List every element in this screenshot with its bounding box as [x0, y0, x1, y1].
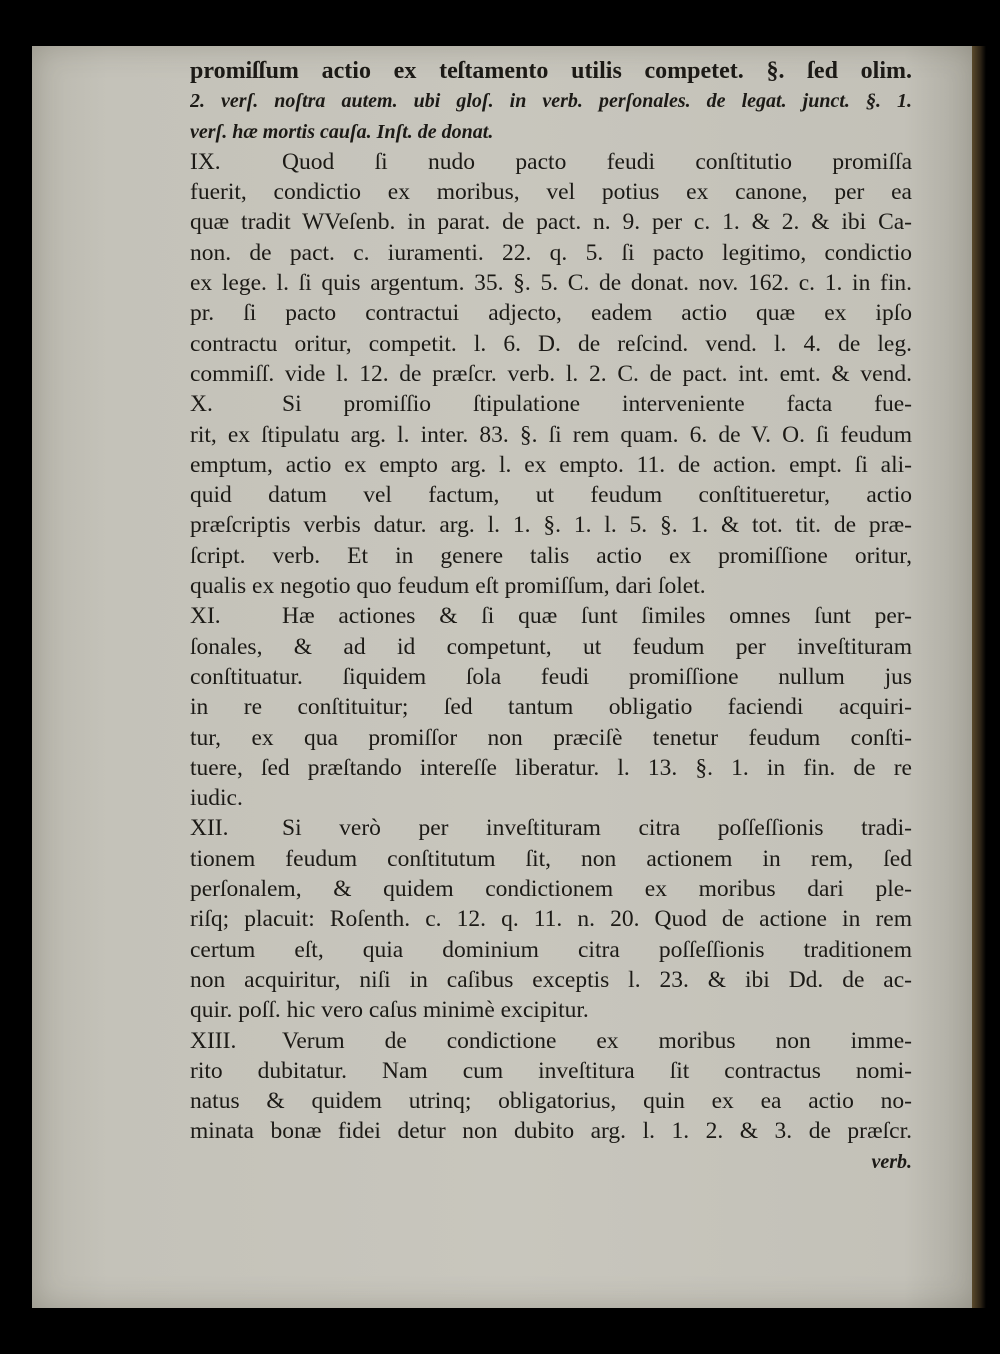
- line-text: præſcriptis verbis datur. arg. l. 1. §. 1. l. 5. §. 1. & tot. tit. de præ-: [190, 512, 912, 539]
- text-line: [190, 510, 912, 540]
- line-text: quæ tradit WVeſenb. in parat. de pact. n. 9. per c. 1. & 2. & ibi Ca-: [190, 209, 912, 236]
- text-line: [190, 268, 912, 298]
- text-line: [190, 420, 912, 450]
- line-text: contractu oritur, competit. l. 6. D. de reſcind. vend. l. 4. de leg.: [190, 330, 912, 357]
- line-text: qualis ex negotio quo feudum eſt promiſſum, dari ſolet.: [190, 573, 706, 600]
- section-number: XII.: [190, 815, 229, 842]
- text-line: [190, 56, 912, 86]
- text-line: [190, 692, 912, 722]
- line-text: tionem feudum conſtitutum ſit, non actionem in rem, ſed: [190, 845, 912, 872]
- line-text: Si verò per inveſtituram citra poſſeſſionis tradi-: [282, 815, 912, 842]
- section-number: XIII.: [190, 1027, 237, 1054]
- section-line: [190, 813, 912, 843]
- line-text: Verum de condictione ex moribus non imme-: [282, 1027, 912, 1054]
- text-line: [190, 329, 912, 359]
- page-edge: [972, 46, 986, 1308]
- line-text: verb.: [871, 1150, 912, 1173]
- section-line: [190, 1026, 912, 1056]
- line-text: certum eſt, quia dominium citra poſſeſſionis traditionem: [190, 936, 912, 963]
- text-line: [190, 874, 912, 904]
- line-text: ex lege. l. ſi quis argentum. 35. §. 5. C. de donat. nov. 162. c. 1. in fin.: [190, 270, 912, 297]
- text-line: [190, 632, 912, 662]
- line-text: Si promiſſio ſtipulatione interveniente facta fue-: [282, 391, 912, 418]
- text-line: [190, 359, 912, 389]
- line-text: promiſſum actio ex teſtamento utilis competet. §. ſed olim.: [190, 58, 912, 84]
- text-line: [190, 723, 912, 753]
- text-line: [190, 844, 912, 874]
- body-text: [190, 56, 912, 1177]
- section-number: IX.: [190, 148, 221, 175]
- section-line: [190, 147, 912, 177]
- text-line: [190, 965, 912, 995]
- line-text: Quod ſi nudo pacto feudi conſtitutio promiſſa: [282, 148, 912, 175]
- text-line: [190, 1056, 912, 1086]
- section-line: [190, 389, 912, 419]
- text-line: [190, 1147, 912, 1177]
- line-text: rito dubitatur. Nam cum inveſtitura ſit contractus nomi-: [190, 1057, 912, 1084]
- line-text: in re conſtituitur; ſed tantum obligatio faciendi acquiri-: [190, 694, 912, 721]
- text-line: [190, 541, 912, 571]
- line-text: rit, ex ſtipulatu arg. l. inter. 83. §. ſi rem quam. 6. de V. O. ſi feudum: [190, 421, 912, 448]
- section-line: [190, 601, 912, 631]
- text-line: [190, 783, 912, 813]
- line-text: commiſſ. vide l. 12. de præſcr. verb. l. 2. C. de pact. int. emt. & vend.: [190, 360, 912, 387]
- line-text: minata bonæ fidei detur non dubito arg. l. 1. 2. & 3. de præſcr.: [190, 1118, 912, 1145]
- text-line: [190, 177, 912, 207]
- line-text: iudic.: [190, 785, 243, 812]
- section-number: X.: [190, 391, 213, 418]
- text-line: [190, 662, 912, 692]
- line-text: fuerit, condictio ex moribus, vel potius ex canone, per ea: [190, 179, 912, 206]
- line-text: quir. poſſ. hic vero caſus minimè excipitur.: [190, 997, 589, 1024]
- text-line: [190, 207, 912, 237]
- text-line: [190, 238, 912, 268]
- text-line: [190, 117, 912, 147]
- text-line: [190, 298, 912, 328]
- line-text: conſtituatur. ſiquidem ſola feudi promiſſione nullum jus: [190, 663, 912, 690]
- line-text: tur, ex qua promiſſor non præciſè tenetur feudum conſti-: [190, 724, 912, 751]
- text-line: [190, 86, 912, 116]
- text-line: [190, 995, 912, 1025]
- section-number: XI.: [190, 603, 221, 630]
- line-text: quid datum vel factum, ut feudum conſtitueretur, actio: [190, 482, 912, 509]
- line-text: Hæ actiones & ſi quæ ſunt ſimiles omnes ſunt per-: [282, 603, 912, 630]
- text-line: [190, 753, 912, 783]
- text-line: [190, 1116, 912, 1146]
- text-line: [190, 480, 912, 510]
- line-text: non. de pact. c. iuramenti. 22. q. 5. ſi pacto legitimo, condictio: [190, 239, 912, 266]
- line-text: verſ. hæ mortis cauſa. Inſt. de donat.: [190, 120, 494, 143]
- line-text: ſonales, & ad id competunt, ut feudum per inveſtituram: [190, 633, 912, 660]
- text-line: [190, 1086, 912, 1116]
- text-line: [190, 904, 912, 934]
- line-text: natus & quidem utrinq; obligatorius, quin ex ea actio no-: [190, 1088, 912, 1115]
- line-text: 2. verſ. noſtra autem. ubi gloſ. in verb. perſonales. de legat. junct. §. 1.: [190, 90, 912, 113]
- text-line: [190, 571, 912, 601]
- line-text: emptum, actio ex empto arg. l. ex empto. 11. de action. empt. ſi ali-: [190, 451, 912, 478]
- line-text: perſonalem, & quidem condictionem ex moribus dari ple-: [190, 876, 912, 903]
- line-text: non acquiritur, niſi in caſibus exceptis l. 23. & ibi Dd. de ac-: [190, 966, 912, 993]
- text-line: [190, 935, 912, 965]
- line-text: pr. ſi pacto contractui adjecto, eadem actio quæ ex ipſo: [190, 300, 912, 327]
- line-text: riſq; placuit: Roſenth. c. 12. q. 11. n. 20. Quod de actione in rem: [190, 906, 912, 933]
- line-text: tuere, ſed præſtando intereſſe liberatur. l. 13. §. 1. in fin. de re: [190, 754, 912, 781]
- line-text: ſcript. verb. Et in genere talis actio ex promiſſione oritur,: [190, 542, 912, 569]
- text-line: [190, 450, 912, 480]
